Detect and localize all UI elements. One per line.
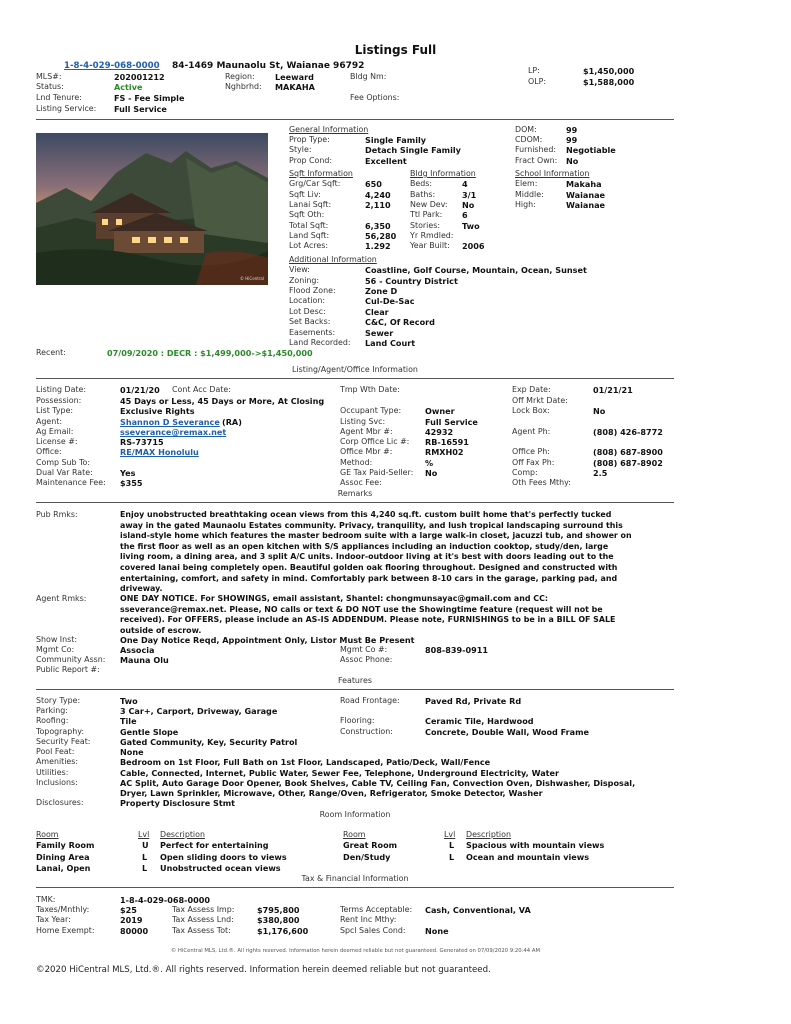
school-label: High: [515,200,536,209]
room-col-header: Room [343,830,366,839]
photo-watermark: © HiCentral [240,276,264,281]
room-name: Family Room [36,840,95,850]
community-assn-label: Community Assn: [36,655,106,664]
cdom-value: 99 [566,135,578,145]
home-exempt-label: Home Exempt: [36,926,95,935]
office-mbr-label: Office Mbr #: [340,447,393,456]
text-line: ONE DAY NOTICE. For SHOWINGS, email assistant, Shantel: chongmunsayac@gmail.com and CC: [120,594,549,603]
text-line: away in the gated Maunaolu Estates community. Privacy, tranquility, and lush tropical landscaping surround this [120,520,623,530]
lp-value: $1,450,000 [583,66,635,76]
text-line: outside of escrow. [120,625,202,635]
listing-svc-value: Full Service [425,417,478,427]
sqft-label: Lanai Sqft: [289,200,332,209]
school-label: Elem: [515,179,538,188]
room-level: L [142,852,148,862]
furnished-value: Negotiable [566,145,616,155]
house-photo-image [36,133,268,285]
agent-mbr-value: 42932 [425,427,454,437]
bldg-value: 2006 [462,241,485,251]
recent-label: Recent: [36,348,66,357]
additional-value: Zone D [365,286,398,296]
divider [36,378,674,379]
mgmt-co-label: Mgmt Co: [36,645,75,654]
additional-value: 56 - Country District [365,276,458,286]
taxes-value: $25 [120,905,137,915]
additional-label: Lot Desc: [289,307,326,316]
parking-label: Parking: [36,706,68,715]
style-label: Style: [289,145,312,154]
disclosures-value: Property Disclosure Stmt [120,798,236,808]
amenities-value: Bedroom on 1st Floor, Full Bath on 1st Floor, Landscaped, Patio/Deck, Wall/Fence [120,757,491,767]
method-value: % [425,458,434,468]
office-link[interactable]: RE/MAX Honolulu [120,447,199,457]
tax-year-value: 2019 [120,915,143,925]
status-label: Status: [36,82,64,91]
additional-label: Zoning: [289,276,320,285]
rent-inc-label: Rent Inc Mthy: [340,915,397,924]
list-type-value: Exclusive Rights [120,406,195,416]
additional-label: Land Recorded: [289,338,351,347]
text-line: living room, a dining area, and 3 split A/C units. Indoor-outdoor living at it's best with doors leading out to the [120,552,614,562]
inclusions-value-line1: AC Split, Auto Garage Door Opener, Book Shelves, Cable TV, Ceiling Fan, Convection Oven, Dishwasher, Disposal, [120,778,636,788]
sqft-value: 1.292 [365,241,391,251]
remarks-section-title: Remarks [337,489,373,498]
agent-remarks-label: Agent Rmks: [36,594,87,603]
pool-value: None [120,747,144,757]
flooring-value: Ceramic Tile, Hardwood [425,716,534,726]
bldg-label: Baths: [410,190,436,199]
bldg-value: 4 [462,179,468,189]
sqft-value: 2,110 [365,200,391,210]
property-photo[interactable] [36,133,268,285]
prop-type-value: Single Family [365,135,427,145]
region-value: Leeward [275,72,314,82]
taxes-label: Taxes/Mnthly: [36,905,90,914]
agent-remarks-text [120,594,680,636]
agent-name-link[interactable]: Shannon D Severance [120,417,220,427]
office-ph-value: (808) 687-8900 [593,447,663,457]
features-section-title: Features [338,676,372,685]
additional-value: Sewer [365,328,394,338]
road-frontage-value: Paved Rd, Private Rd [425,696,522,706]
room-level: U [142,840,149,850]
assess-lnd-value: $380,800 [257,915,300,925]
sqft-value: 650 [365,179,382,189]
bldg-value: 6 [462,210,468,220]
terms-label: Terms Acceptable: [340,905,413,914]
room-description: Ocean and mountain views [466,852,590,862]
bldg-value: No [462,200,475,210]
agent-ph-value: (808) 426-8772 [593,427,663,437]
off-mrkt-label: Off Mrkt Date: [512,396,568,405]
school-value: Makaha [566,179,602,189]
flooring-label: Flooring: [340,716,375,725]
construction-label: Construction: [340,727,393,736]
text-line: covered lanai being completely open. Beautiful golden oak flooring throughout. Designed and constructed with [120,562,618,572]
room-level: L [142,863,148,873]
tmk-value: 1-8-4-029-068-0000 [120,895,211,905]
room-level: L [449,840,455,850]
divider [36,502,674,503]
recent-value: 07/09/2020 : DECR : $1,499,000->$1,450,000 [107,348,313,358]
bldg-name-label: Bldg Nm: [350,72,387,81]
mls-label: MLS#: [36,72,62,81]
lock-box-value: No [593,406,606,416]
region-label: Region: [225,72,255,81]
dual-var-value: Yes [120,468,136,478]
pub-remarks-label: Pub Rmks: [36,510,78,519]
listing-service-value: Full Service [114,104,167,114]
road-frontage-label: Road Frontage: [340,696,400,705]
text-line: received). For OFFERS, please include an AS-IS ADDENDUM. Please note, FURNISHINGS to be in a BILL OF SALE [120,615,616,625]
off-fax-label: Off Fax Ph: [512,458,555,467]
listing-date-value: 01/21/20 [120,385,160,395]
room-description: Perfect for entertaining [160,840,269,850]
dom-value: 99 [566,125,578,135]
agent-label: Agent: [36,417,63,426]
listing-address: 84-1469 Maunaolu St, Waianae 96792 [172,61,365,71]
neighborhood-label: Nghbrhd: [225,82,262,91]
method-label: Method: [340,458,373,467]
oth-fees-label: Oth Fees Mthy: [512,478,571,487]
construction-value: Concrete, Double Wall, Wood Frame [425,727,590,737]
agent-suffix: (RA) [222,417,242,427]
prop-cond-value: Excellent [365,156,407,166]
corp-lic-value: RB-16591 [425,437,469,447]
mgmt-co-value: Associa [120,645,155,655]
ge-tax-label: GE Tax Paid-Seller: [340,468,414,477]
mls-value: 202001212 [114,72,165,82]
school-label: Middle: [515,190,544,199]
lock-box-label: Lock Box: [512,406,550,415]
room-level: L [449,852,455,862]
utilities-value: Cable, Connected, Internet, Public Water, Sewer Fee, Telephone, Underground Electricity, Water [120,768,560,778]
additional-label: Location: [289,296,326,305]
school-value: Waianae [566,200,606,210]
pub-remarks-text [120,510,680,595]
cdom-label: CDOM: [515,135,543,144]
roofing-value: Tile [120,716,137,726]
desc-col-header: Description [466,830,511,839]
security-label: Security Feat: [36,737,91,746]
topography-label: Topography: [36,727,84,736]
disclosures-label: Disclosures: [36,798,84,807]
office-mbr-value: RMXH02 [425,447,464,457]
bldg-label: Yr Rmdled: [410,231,454,240]
cont-acc-label: Cont Acc Date: [172,385,231,394]
text-line: entertaining, comfort, and safety in mind. Comfortably park between 8-10 cars in the garage, parking pad, and [120,573,618,583]
exp-date-value: 01/21/21 [593,385,633,395]
exp-date-label: Exp Date: [512,385,551,394]
additional-label: Flood Zone: [289,286,336,295]
agent-ph-label: Agent Ph: [512,427,551,436]
show-inst-label: Show Inst: [36,635,77,644]
lvl-col-header: Lvl [444,830,456,839]
mgmt-co-no-label: Mgmt Co #: [340,645,388,654]
inclusions-value-line2: Dryer, Lawn Sprinkler, Microwave, Other, Range/Oven, Refrigerator, Smoke Detector, Washer [120,788,543,798]
sqft-label: Lot Acres: [289,241,328,250]
spcl-sales-label: Spcl Sales Cond: [340,926,406,935]
possession-label: Possession: [36,396,82,405]
sqft-info-heading: Sqft Information [289,169,353,178]
room-name: Great Room [343,840,398,850]
license-value: RS-73715 [120,437,164,447]
text-line: the first floor as well as an open kitchen with S/S appliances including an induction cooktop, study/den, large [120,541,609,551]
school-info-heading: School Information [515,169,590,178]
occupant-value: Owner [425,406,455,416]
maintenance-fee-label: Maintenance Fee: [36,478,106,487]
bldg-label: Year Built: [410,241,450,250]
fee-options-label: Fee Options: [350,93,400,102]
agent-office-section-title: Listing/Agent/Office Information [292,365,418,374]
tax-section-title: Tax & Financial Information [301,874,409,883]
comp-value: 2.5 [593,468,608,478]
tenure-label: Lnd Tenure: [36,93,82,102]
tmp-wth-label: Tmp Wth Date: [340,385,400,394]
listing-service-label: Listing Service: [36,104,97,113]
ge-tax-value: No [425,468,438,478]
school-value: Waianae [566,190,606,200]
fract-own-label: Fract Own: [515,156,558,165]
story-type-label: Story Type: [36,696,81,705]
additional-info-heading: Additional Information [289,255,377,264]
additional-value: Land Court [365,338,416,348]
prop-type-label: Prop Type: [289,135,330,144]
additional-label: Set Backs: [289,317,331,326]
bldg-label: Beds: [410,179,433,188]
assess-lnd-label: Tax Assess Lnd: [172,915,234,924]
neighborhood-value: MAKAHA [275,82,315,92]
corp-lic-label: Corp Office Lic #: [340,437,410,446]
office-label: Office: [36,447,62,456]
assoc-phone-label: Assoc Phone: [340,655,393,664]
agent-mbr-label: Agent Mbr #: [340,427,393,436]
comp-label: Comp: [512,468,538,477]
maintenance-fee-value: $355 [120,478,143,488]
bldg-label: New Dev: [410,200,448,209]
olp-label: OLP: [528,77,547,86]
assess-imp-value: $795,800 [257,905,300,915]
dual-var-label: Dual Var Rate: [36,468,93,477]
parking-value: 3 Car+, Carport, Driveway, Garage [120,706,278,716]
room-description: Unobstructed ocean views [160,863,281,873]
sqft-label: Sqft Liv: [289,190,321,199]
utilities-label: Utilities: [36,768,69,777]
mgmt-co-no-value: 808-839-0911 [425,645,489,655]
list-type-label: List Type: [36,406,74,415]
sqft-value: 4,240 [365,190,391,200]
possession-value: 45 Days or Less, 45 Days or More, At Closing [120,396,325,406]
roofing-label: Roofing: [36,716,69,725]
public-report-label: Public Report #: [36,665,100,674]
bldg-value: 3/1 [462,190,477,200]
prop-cond-label: Prop Cond: [289,156,333,165]
spcl-sales-value: None [425,926,449,936]
lp-label: LP: [528,66,540,75]
footer-copyright: ©2020 HiCentral MLS, Ltd.®. All rights reserved. Information herein deemed reliable but not guaranteed. [36,965,491,975]
room-name: Lanai, Open [36,863,91,873]
office-ph-label: Office Ph: [512,447,550,456]
text-line: driveway. [120,584,163,594]
bldg-value: Two [462,221,480,231]
sqft-label: Grg/Car Sqft: [289,179,341,188]
desc-col-header: Description [160,830,205,839]
additional-value: C&C, Of Record [365,317,435,327]
inclusions-label: Inclusions: [36,778,78,787]
sqft-value: 56,280 [365,231,397,241]
ag-email-label: Ag Email: [36,427,74,436]
text-line: sseverance@remax.net. Please, NO calls or text & DO NOT use the Showingtime feature (request will not be [120,604,603,614]
sqft-label: Land Sqft: [289,231,330,240]
show-inst-value: One Day Notice Reqd, Appointment Only, Listor Must Be Present [120,635,415,645]
additional-value: Cul-De-Sac [365,296,415,306]
additional-label: View: [289,265,310,274]
olp-value: $1,588,000 [583,77,635,87]
amenities-label: Amenities: [36,757,79,766]
listing-date-label: Listing Date: [36,385,87,394]
security-value: Gated Community, Key, Security Patrol [120,737,298,747]
assess-imp-label: Tax Assess Imp: [172,905,235,914]
divider [36,689,674,690]
sqft-label: Sqft Oth: [289,210,325,219]
story-type-value: Two [120,696,138,706]
pool-label: Pool Feat: [36,747,75,756]
additional-value: Coastline, Golf Course, Mountain, Ocean, Sunset [365,265,587,275]
assess-tot-label: Tax Assess Tot: [172,926,231,935]
text-line: Enjoy unobstructed breathtaking ocean views from this 4,240 sq.ft. custom built home that's perfectly tucked [120,510,612,519]
bldg-label: Ttl Park: [410,210,443,219]
page-title: Listings Full [354,43,437,57]
fract-own-value: No [566,156,579,166]
style-value: Detach Single Family [365,145,461,155]
off-fax-value: (808) 687-8902 [593,458,663,468]
topography-value: Gentle Slope [120,727,179,737]
general-info-heading: General Information [289,125,369,134]
furnished-label: Furnished: [515,145,557,154]
dom-label: DOM: [515,125,537,134]
tmk-label: TMK: [36,895,56,904]
divider [36,887,674,888]
room-col-header: Room [36,830,59,839]
comp-sub-label: Comp Sub To: [36,458,91,467]
sqft-label: Total Sqft: [289,221,329,230]
assess-tot-value: $1,176,600 [257,926,309,936]
bldg-info-heading: Bldg Information [410,169,476,178]
status-value: Active [114,82,143,92]
sqft-value: 6,350 [365,221,391,231]
agent-email-link[interactable]: sseverance@remax.net [120,427,227,437]
room-description: Open sliding doors to views [160,852,287,862]
listing-svc-label: Listing Svc: [340,417,386,426]
occupant-label: Occupant Type: [340,406,402,415]
room-section-title: Room Information [319,810,391,819]
footer-small-disclaimer: © HiCentral MLS, Ltd.®. All rights reserved. Information herein deemed reliable but not guaranteed. Generated on 07/09/2020 9:20:44 AM [170,948,541,954]
room-name: Den/Study [343,852,391,862]
text-line: island-style home which features the master bedroom suite with a large walk-in closet, jacuzzi tub, and shower on [120,531,632,541]
additional-label: Easements: [289,328,336,337]
bldg-label: Stories: [410,221,440,230]
divider [36,119,674,120]
community-assn-value: Mauna Olu [120,655,169,665]
tmk-link[interactable]: 1-8-4-029-068-0000 [64,61,160,71]
additional-value: Clear [365,307,389,317]
lvl-col-header: Lvl [138,830,150,839]
tax-year-label: Tax Year: [36,915,71,924]
assoc-fee-label: Assoc Fee: [340,478,382,487]
home-exempt-value: 80000 [120,926,149,936]
room-description: Spacious with mountain views [466,840,605,850]
license-label: License #: [36,437,78,446]
room-name: Dining Area [36,852,90,862]
tenure-value: FS - Fee Simple [114,93,185,103]
terms-value: Cash, Conventional, VA [425,905,531,915]
